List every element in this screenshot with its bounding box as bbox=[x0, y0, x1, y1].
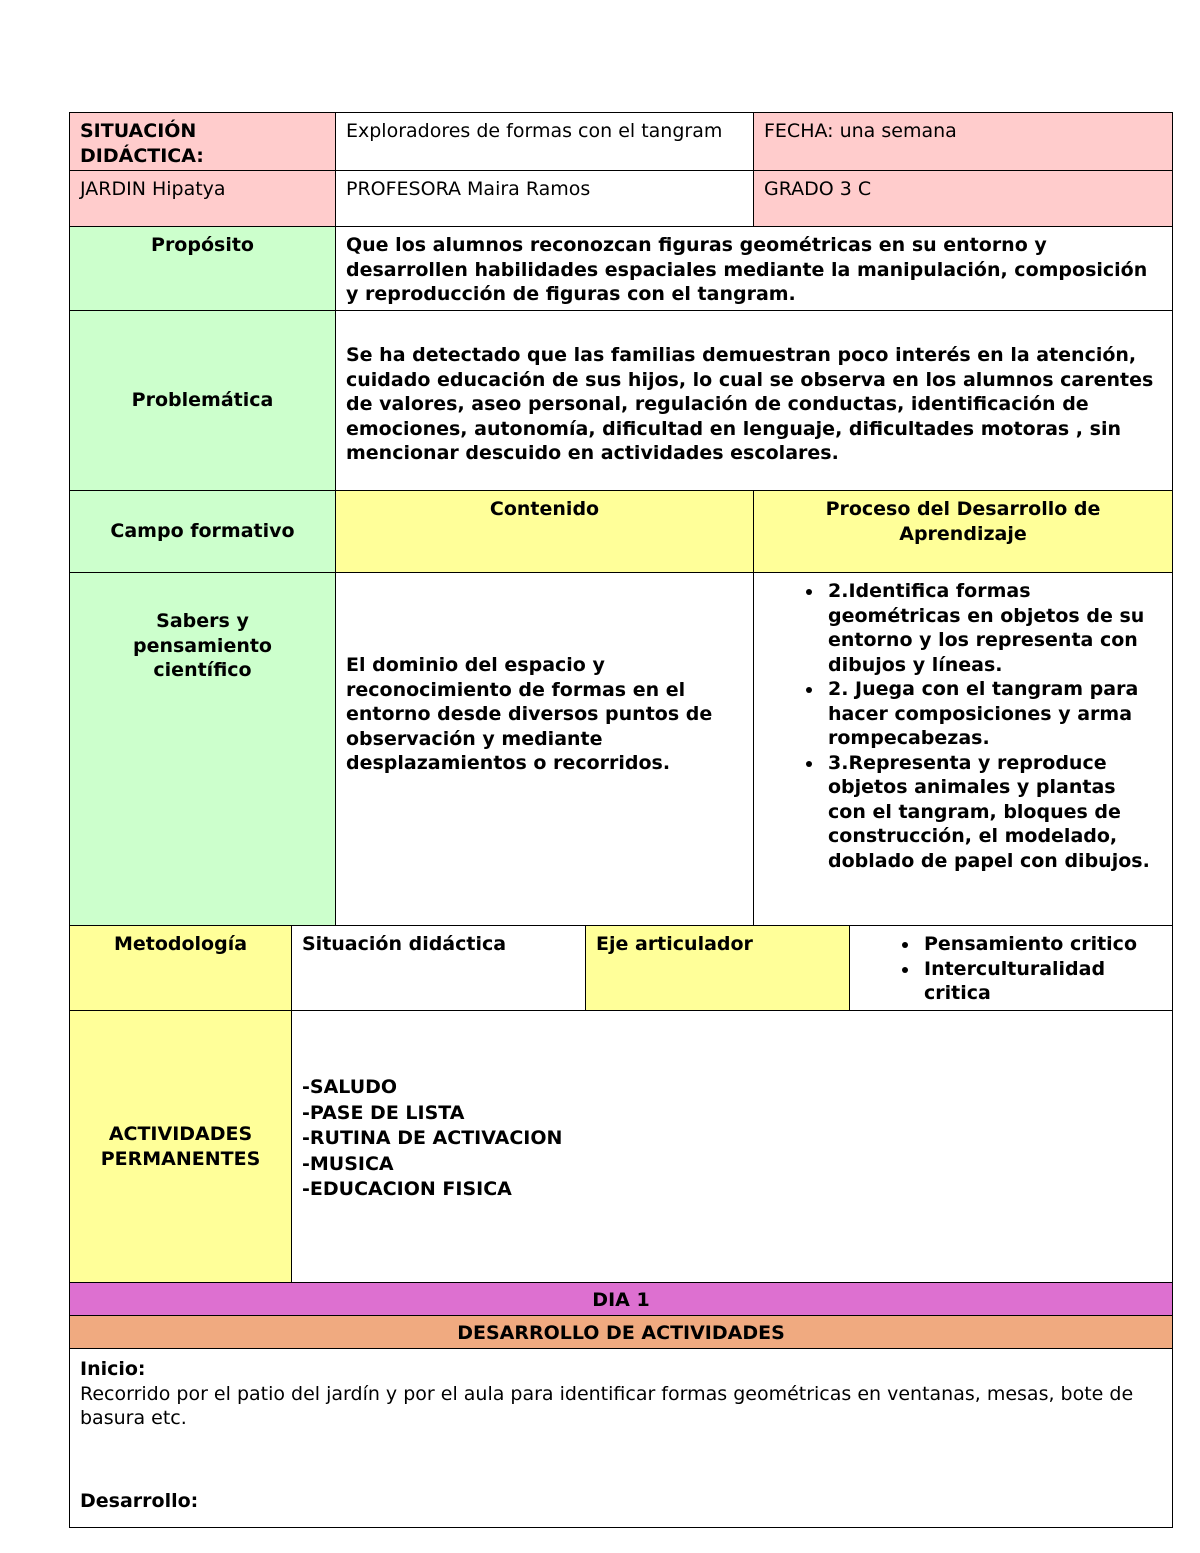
fecha-cell bbox=[753, 112, 1173, 171]
eje-items-cell bbox=[849, 925, 1173, 1011]
proceso-item: • 2.Identifica formas geométricas en objetos de su entorno y los representa con dibujos y líneas. bbox=[824, 579, 1158, 677]
proceso-item: • 3.Representa y reproduce objetos animales y plantas con el tangram, bloques de construcción, el modelado, doblado de papel con dibujos. bbox=[824, 751, 1158, 874]
jardin-cell bbox=[69, 170, 336, 227]
situacion-label: SITUACIÓN DIDÁCTICA: bbox=[80, 120, 204, 167]
metodologia-label-cell bbox=[69, 925, 292, 1011]
problematica-text-cell bbox=[335, 310, 1173, 491]
actividad-item: -PASE DE LISTA bbox=[302, 1101, 465, 1124]
proposito-label-cell bbox=[69, 226, 336, 311]
eje-item: • Interculturalidad critica bbox=[920, 957, 1162, 1006]
inicio-cell bbox=[69, 1348, 1173, 1528]
grado-cell bbox=[753, 170, 1173, 227]
fecha: FECHA: una semana bbox=[764, 120, 957, 142]
proceso-list bbox=[764, 579, 1158, 873]
problematica-label-cell bbox=[69, 310, 336, 491]
jardin: JARDIN Hipatya bbox=[80, 178, 226, 200]
desarrollo-banner bbox=[69, 1315, 1173, 1349]
proceso-item: • 2. Juega con el tangram para hacer composiciones y arma rompecabezas. bbox=[824, 677, 1158, 751]
metodologia-label: Metodología bbox=[113, 933, 248, 955]
campo-value-cell bbox=[69, 572, 336, 926]
problematica-text: Se ha detectado que las familias demuestran poco interés en la atención, cuidado educación de sus hijos, lo cual se observa en los alumnos carentes de valores, aseo personal, regulación de conductas, identificación de emociones, autonomía, dificultad en lenguaje, dificultades motoras , sin mencionar descuido en actividades escolares. bbox=[346, 344, 1154, 464]
eje-item: • Pensamiento critico bbox=[920, 932, 1162, 957]
eje-list bbox=[860, 932, 1162, 1006]
dia-label: DIA 1 bbox=[592, 1289, 650, 1311]
actividad-item: -RUTINA DE ACTIVACION bbox=[302, 1127, 563, 1149]
desarrollo-label: Desarrollo: bbox=[80, 1489, 199, 1512]
profesora-cell bbox=[335, 170, 754, 227]
situacion-value-cell bbox=[335, 112, 754, 171]
actividad-item: -EDUCACION FISICA bbox=[302, 1178, 512, 1200]
problematica-label: Problemática bbox=[131, 389, 274, 412]
proposito-text-cell bbox=[335, 226, 1173, 311]
desarrollo-title: DESARROLLO DE ACTIVIDADES bbox=[457, 1322, 785, 1344]
campo-label: Campo formativo bbox=[110, 520, 295, 543]
proposito-text: Que los alumnos reconozcan figuras geométricas en su entorno y desarrollen habilidades espaciales mediante la manipulación, composición y reproducción de figuras con el tangram. bbox=[346, 234, 1148, 305]
campo-label-cell bbox=[69, 490, 336, 573]
situacion-label-cell bbox=[69, 112, 336, 171]
proceso-value-cell bbox=[753, 572, 1173, 926]
actividades-list-cell bbox=[291, 1010, 1173, 1283]
metodologia-value: Situación didáctica bbox=[302, 933, 507, 955]
situacion-value: Exploradores de formas con el tangram bbox=[346, 120, 723, 142]
contenido-value: El dominio del espacio y reconocimiento de formas en el entorno desde diversos puntos de observación y mediante desplazamientos o recorridos. bbox=[346, 654, 713, 774]
eje-label-cell bbox=[585, 925, 850, 1011]
actividades-label: ACTIVIDADES PERMANENTES bbox=[100, 1123, 261, 1170]
proceso-label-cell bbox=[753, 490, 1173, 573]
profesora: PROFESORA Maira Ramos bbox=[346, 178, 591, 200]
inicio-text: Recorrido por el patio del jardín y por el aula para identificar formas geométricas en ventanas, mesas, bote de basura etc. bbox=[80, 1382, 1134, 1429]
campo-value: Sabers y pensamiento científico bbox=[132, 610, 272, 681]
actividades-list bbox=[302, 1075, 1162, 1203]
grado: GRADO 3 C bbox=[764, 178, 872, 200]
eje-label: Eje articulador bbox=[596, 933, 753, 955]
contenido-label-cell bbox=[335, 490, 754, 573]
proposito-label: Propósito bbox=[151, 234, 254, 256]
inicio-label: Inicio: bbox=[80, 1358, 146, 1380]
dia-banner bbox=[69, 1282, 1173, 1316]
contenido-label: Contenido bbox=[489, 498, 600, 520]
proceso-label: Proceso del Desarrollo de Aprendizaje bbox=[825, 498, 1101, 545]
contenido-value-cell bbox=[335, 572, 754, 926]
actividades-label-cell bbox=[69, 1010, 292, 1283]
metodologia-value-cell bbox=[291, 925, 586, 1011]
actividad-item: -SALUDO bbox=[302, 1076, 398, 1098]
actividad-item: -MUSICA bbox=[302, 1152, 394, 1175]
